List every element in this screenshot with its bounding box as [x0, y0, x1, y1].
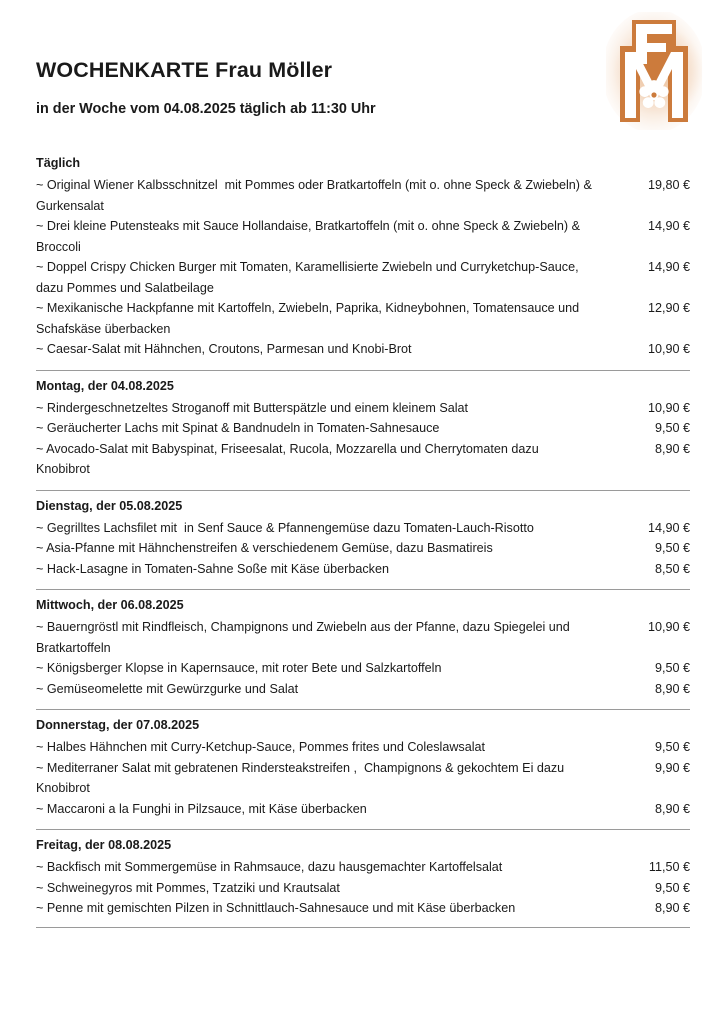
menu-item-name: ~ Caesar-Salat mit Hähnchen, Croutons, Parmesan und Knobi-Brot — [36, 342, 412, 356]
menu-item-name: ~ Asia-Pfanne mit Hähnchenstreifen & verschiedenem Gemüse, dazu Basmatireis — [36, 541, 493, 555]
menu-item-name: ~ Mediterraner Salat mit gebratenen Rindersteakstreifen , Champignons & gekochtem Ei dazu Knobibrot — [36, 760, 568, 795]
section-heading: Dienstag, der 05.08.2025 — [36, 498, 183, 513]
menu-item — [36, 398, 690, 419]
menu-item-name: ~ Königsberger Klopse in Kapernsauce, mit roter Bete und Salzkartoffeln — [36, 661, 442, 675]
menu-item-price: 14,90 € — [647, 260, 690, 274]
menu-sections — [36, 155, 690, 928]
menu-item-price: 12,90 € — [647, 301, 690, 315]
menu-item-name: ~ Halbes Hähnchen mit Curry-Ketchup-Sauce, Pommes frites und Coleslawsalat — [36, 740, 486, 754]
menu-item-price: 10,90 € — [647, 620, 690, 634]
section-heading: Täglich — [36, 156, 81, 170]
menu-item — [36, 758, 690, 799]
menu-item-price: 10,90 € — [647, 400, 690, 415]
menu-item — [36, 439, 690, 480]
menu-item-name: ~ Drei kleine Putensteaks mit Sauce Hollandaise, Bratkartoffeln (mit o. ohne Speck & Zwiebeln) & Broccoli — [36, 219, 584, 254]
menu-item — [36, 538, 690, 559]
menu-item-name: ~ Geräucherter Lachs mit Spinat & Bandnudeln in Tomaten-Sahnesauce — [36, 421, 440, 435]
menu-item-price: 9,90 € — [654, 760, 690, 775]
menu-item-name: ~ Rindergeschnetzeltes Stroganoff mit Butterspätzle und einem kleinem Salat — [36, 400, 469, 415]
menu-section — [36, 490, 690, 584]
menu-item — [36, 878, 690, 899]
menu-item — [36, 175, 690, 216]
menu-item — [36, 518, 690, 539]
menu-item-price: 9,50 € — [654, 880, 690, 895]
menu-item — [36, 658, 690, 679]
menu-item-price: 9,50 € — [654, 661, 690, 675]
menu-item-price: 19,80 € — [647, 178, 690, 192]
menu-item — [36, 898, 690, 919]
menu-item-name: ~ Penne mit gemischten Pilzen in Schnittlauch-Sahnesauce und mit Käse überbacken — [36, 901, 516, 915]
menu-item-name: ~ Gegrilltes Lachsfilet mit in Senf Sauce & Pfannengemüse dazu Tomaten-Lauch-Risotto — [36, 520, 534, 535]
menu-item-name: ~ Schweinegyros mit Pommes, Tzatziki und Krautsalat — [36, 880, 340, 895]
menu-item-name: ~ Bauerngröstl mit Rindfleisch, Champignons und Zwiebeln aus der Pfanne, dazu Spiegelei und Bratkartoffeln — [36, 620, 574, 655]
menu-item — [36, 559, 690, 580]
menu-item — [36, 298, 690, 339]
menu-item-name: ~ Maccaroni a la Funghi in Pilzsauce, mit Käse überbacken — [36, 801, 367, 816]
section-heading: Mittwoch, der 06.08.2025 — [36, 598, 184, 612]
menu-item-price: 9,50 € — [654, 541, 690, 555]
menu-item-price: 10,90 € — [647, 342, 690, 356]
menu-section — [36, 155, 690, 364]
menu-item-price: 14,90 € — [647, 520, 690, 535]
menu-item-name: ~ Mexikanische Hackpfanne mit Kartoffeln, Zwiebeln, Paprika, Kidneybohnen, Tomatensauce und Schafskäse überbacken — [36, 301, 583, 336]
menu-section — [36, 589, 690, 703]
menu-item-price: 9,50 € — [654, 421, 690, 435]
menu-item-name: ~ Doppel Crispy Chicken Burger mit Tomaten, Karamellisierte Zwiebeln und Curryketchup-Sauce, dazu Pommes und Salatbeilage — [36, 260, 583, 295]
page-subtitle: in der Woche vom 04.08.2025 täglich ab 11:30 Uhr — [36, 101, 376, 117]
flower-icon — [639, 80, 668, 108]
menu-item-name: ~ Avocado-Salat mit Babyspinat, Friseesalat, Rucola, Mozzarella und Cherrytomaten dazu Knobibrot — [36, 441, 543, 476]
menu-section — [36, 370, 690, 484]
menu-item — [36, 617, 690, 658]
menu-item-name: ~ Gemüseomelette mit Gewürzgurke und Salat — [36, 681, 299, 696]
menu-item-price: 14,90 € — [647, 219, 690, 233]
menu-item — [36, 737, 690, 758]
menu-item-price: 11,50 € — [648, 860, 690, 874]
menu-section — [36, 709, 690, 823]
page-title: WOCHENKARTE Frau Möller — [36, 58, 333, 83]
menu-item — [36, 339, 690, 360]
menu-section — [36, 829, 690, 928]
menu-item-price: 8,90 € — [654, 901, 690, 915]
menu-item-name: ~ Backfisch mit Sommergemüse in Rahmsauce, dazu hausgemachter Kartoffelsalat — [36, 860, 503, 874]
fm-monogram-icon — [606, 12, 702, 130]
restaurant-logo — [588, 0, 724, 142]
menu-item — [36, 799, 690, 820]
menu-item-price: 8,90 € — [654, 441, 690, 456]
section-heading: Montag, der 04.08.2025 — [36, 378, 174, 393]
menu-item-price: 9,50 € — [654, 740, 690, 754]
menu-item — [36, 679, 690, 700]
menu-item-price: 8,90 € — [654, 801, 690, 816]
menu-item-name: ~ Original Wiener Kalbsschnitzel mit Pommes oder Bratkartoffeln (mit o. ohne Speck & Zwiebeln) & Gurkensalat — [36, 178, 596, 213]
menu-item — [36, 418, 690, 439]
logo-glow — [588, 0, 724, 142]
section-heading: Donnerstag, der 07.08.2025 — [36, 718, 200, 732]
menu-item-price: 8,90 € — [654, 681, 690, 696]
menu-item — [36, 257, 690, 298]
section-heading: Freitag, der 08.08.2025 — [36, 838, 172, 852]
menu-item — [36, 857, 690, 878]
menu-item-price: 8,50 € — [654, 561, 690, 576]
menu-item-name: ~ Hack-Lasagne in Tomaten-Sahne Soße mit Käse überbacken — [36, 561, 389, 576]
menu-item — [36, 216, 690, 257]
